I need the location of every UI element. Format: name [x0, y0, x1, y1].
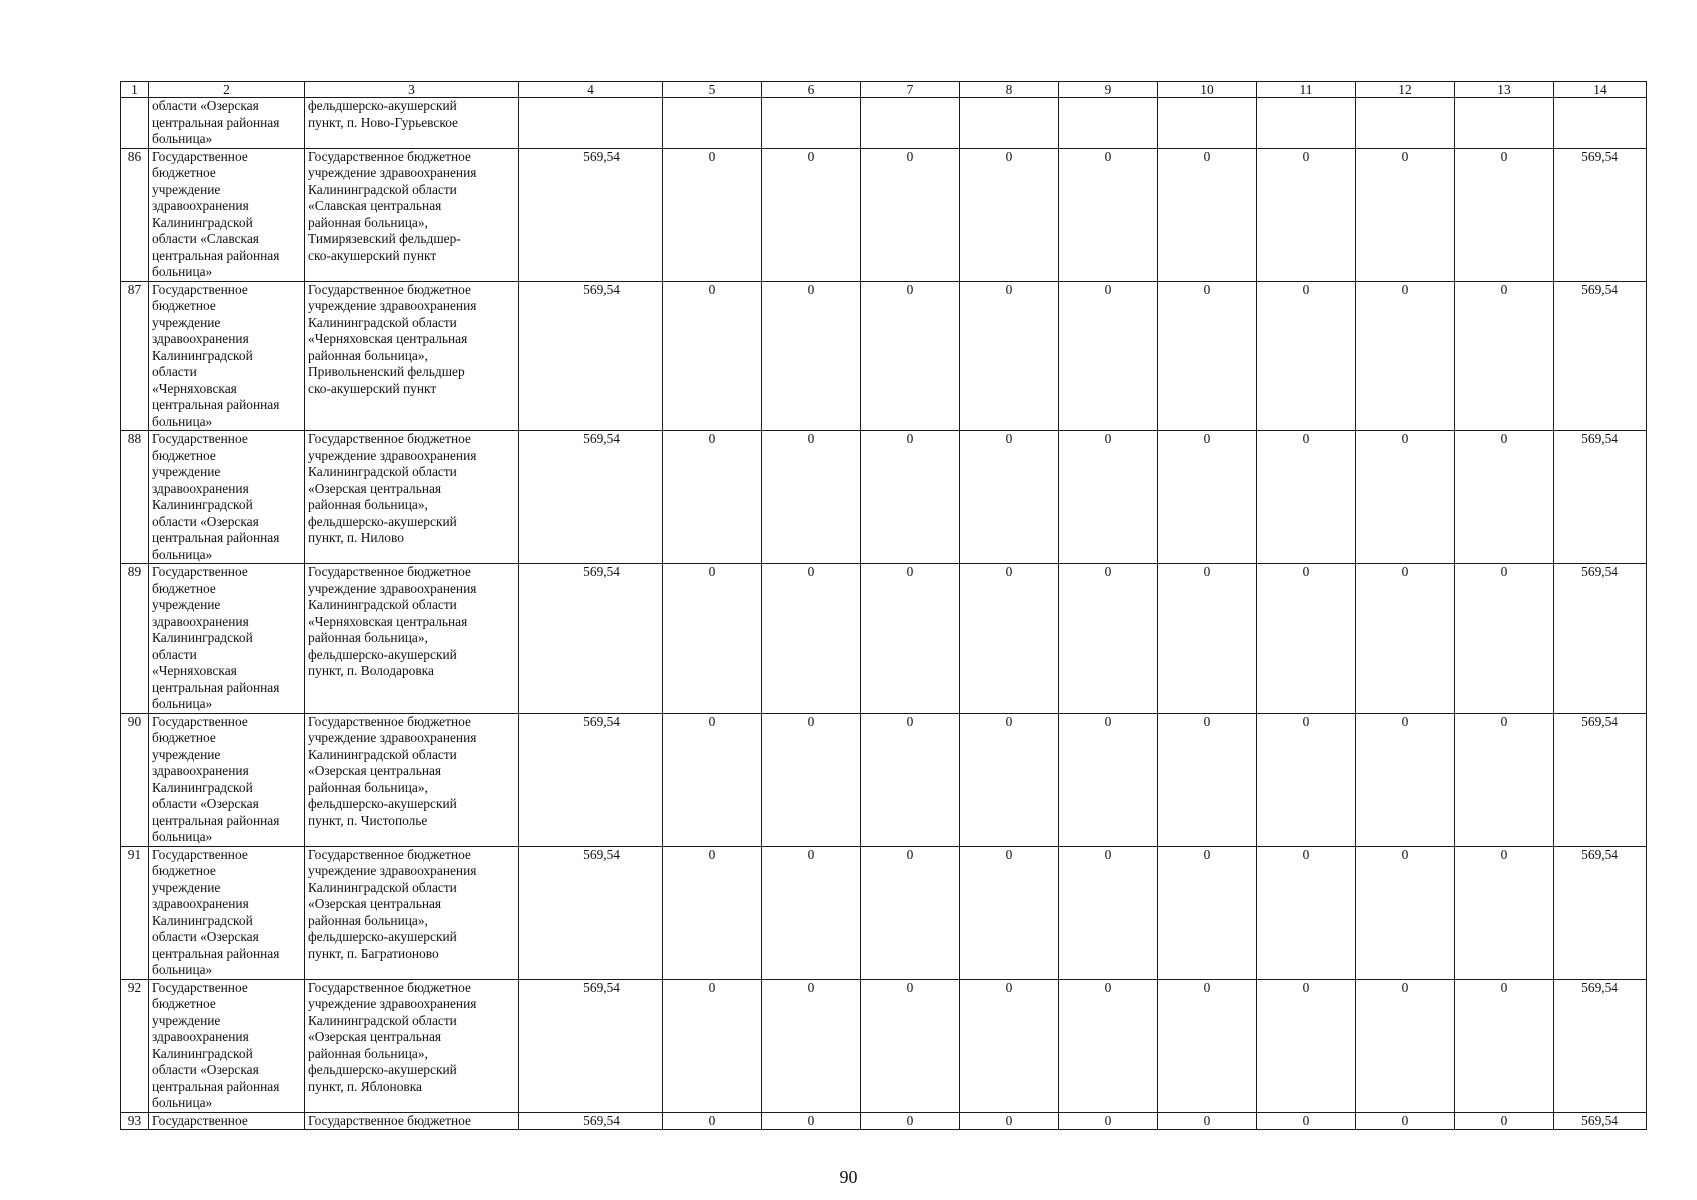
value-cell: 0	[861, 148, 960, 281]
cell-text-line: здравоохранения	[152, 198, 249, 213]
value-cell: 0	[861, 564, 960, 714]
value-cell: 0	[861, 431, 960, 564]
value-cell: 0	[762, 431, 861, 564]
institution-cell	[149, 846, 305, 979]
cell-text-line: Государственное бюджетное	[308, 846, 471, 862]
value-cell	[519, 98, 663, 149]
value-cell: 0	[861, 713, 960, 846]
cell-text-line: больница»	[152, 264, 213, 279]
cell-text-line: Государственное бюджетное	[308, 979, 471, 995]
value-cell: 0	[1455, 713, 1554, 846]
value-cell: 569,54	[519, 846, 663, 979]
cell-text-line: Калининградской области	[308, 597, 457, 612]
value-cell: 0	[1257, 1112, 1356, 1130]
value-cell: 0	[1059, 564, 1158, 714]
value-cell: 0	[762, 846, 861, 979]
table-row	[121, 846, 1647, 979]
facility-cell	[305, 281, 519, 431]
cell-text-line: Калининградской	[152, 912, 253, 928]
value-cell: 0	[960, 431, 1059, 564]
cell-text-line: больница»	[152, 413, 213, 429]
cell-text-line: больница»	[152, 696, 213, 711]
cell-text-line: Государственное бюджетное	[308, 564, 471, 579]
value-cell: 0	[1455, 281, 1554, 431]
table-row	[121, 979, 1647, 1112]
value-cell: 0	[1455, 564, 1554, 714]
cell-text-line: ско-акушерский пункт	[308, 380, 437, 396]
cell-text-line: учреждение здравоохранения	[308, 165, 477, 180]
value-cell: 0	[663, 148, 762, 281]
cell-text-line: учреждение здравоохранения	[308, 996, 477, 1011]
value-cell: 569,54	[519, 564, 663, 714]
value-cell: 0	[1455, 846, 1554, 979]
institution-cell	[149, 564, 305, 714]
header-cell: 10	[1158, 82, 1257, 98]
cell-text-line: фельдшерско-акушерский	[308, 98, 457, 113]
value-cell: 0	[663, 431, 762, 564]
facility-cell	[305, 713, 519, 846]
value-cell: 0	[960, 713, 1059, 846]
table-row	[121, 1112, 1647, 1130]
value-cell: 0	[960, 148, 1059, 281]
cell-text-line: «Озерская центральная	[308, 1029, 442, 1044]
value-cell: 0	[861, 846, 960, 979]
value-cell: 0	[1158, 979, 1257, 1112]
cell-text-line: Калининградской	[152, 497, 253, 512]
cell-text-line: здравоохранения	[152, 331, 249, 346]
cell-text-line: области «Озерская	[152, 796, 259, 811]
value-cell: 569,54	[519, 1112, 663, 1130]
value-cell: 0	[1158, 713, 1257, 846]
value-cell: 0	[1158, 1112, 1257, 1130]
value-cell: 0	[663, 713, 762, 846]
cell-text-line: пункт, п. Багратионово	[308, 945, 439, 961]
cell-text-line: пункт, п. Чистополье	[308, 812, 428, 828]
value-cell	[861, 98, 960, 149]
value-cell: 0	[1158, 431, 1257, 564]
value-cell: 0	[1158, 281, 1257, 431]
cell-text-line: Калининградской	[152, 1045, 253, 1061]
cell-text-line: бюджетное	[152, 580, 216, 596]
cell-text-line: пункт, п. Володаровка	[308, 663, 434, 678]
value-cell: 0	[960, 564, 1059, 714]
cell-text-line: бюджетное	[152, 730, 216, 745]
value-cell: 0	[1059, 846, 1158, 979]
cell-text-line: районная больница»,	[308, 912, 428, 928]
value-cell: 0	[1356, 979, 1455, 1112]
value-cell: 0	[1257, 148, 1356, 281]
value-cell: 0	[762, 979, 861, 1112]
value-cell: 0	[1356, 148, 1455, 281]
cell-text-line: Калининградской области	[308, 314, 457, 330]
value-cell: 0	[1356, 713, 1455, 846]
row-number-cell: 87	[121, 281, 149, 431]
value-cell: 569,54	[519, 281, 663, 431]
value-cell: 0	[1257, 846, 1356, 979]
cell-text-line: области «Славская	[152, 231, 259, 246]
value-cell: 569,54	[1554, 1112, 1647, 1130]
institution-cell	[149, 713, 305, 846]
value-cell: 569,54	[1554, 431, 1647, 564]
row-number-cell: 92	[121, 979, 149, 1112]
header-cell: 7	[861, 82, 960, 98]
facility-cell	[305, 98, 519, 149]
value-cell: 0	[861, 979, 960, 1112]
cell-text-line: учреждение	[152, 181, 221, 197]
institution-cell	[149, 431, 305, 564]
cell-text-line: больница»	[152, 1095, 213, 1110]
value-cell: 0	[1158, 846, 1257, 979]
cell-text-line: центральная районная	[152, 114, 280, 130]
value-cell: 0	[1158, 148, 1257, 281]
institution-cell	[149, 979, 305, 1112]
cell-text-line: «Озерская центральная	[308, 896, 442, 911]
cell-text-line: учреждение здравоохранения	[308, 863, 477, 878]
cell-text-line: районная больница»,	[308, 779, 428, 795]
value-cell: 0	[1059, 713, 1158, 846]
value-cell	[1257, 98, 1356, 149]
cell-text-line: здравоохранения	[152, 1029, 249, 1044]
value-cell: 569,54	[1554, 979, 1647, 1112]
value-cell: 569,54	[1554, 564, 1647, 714]
value-cell	[1158, 98, 1257, 149]
value-cell: 569,54	[519, 148, 663, 281]
value-cell: 0	[960, 846, 1059, 979]
cell-text-line: «Черняховская центральная	[308, 613, 468, 629]
cell-text-line: фельдшерско-акушерский	[308, 646, 457, 662]
cell-text-line: центральная районная	[152, 812, 280, 828]
header-cell: 9	[1059, 82, 1158, 98]
value-cell	[1059, 98, 1158, 149]
cell-text-line: области	[152, 364, 197, 379]
header-cell: 2	[149, 82, 305, 98]
cell-text-line: «Славская центральная	[308, 198, 442, 213]
value-cell: 0	[1257, 564, 1356, 714]
value-cell: 0	[663, 281, 762, 431]
cell-text-line: Государственное бюджетное	[308, 281, 471, 297]
cell-text-line: Калининградской	[152, 630, 253, 645]
cell-text-line: области «Озерская	[152, 513, 259, 529]
value-cell	[1356, 98, 1455, 149]
cell-text-line: здравоохранения	[152, 896, 249, 911]
cell-text-line: Государственное	[152, 713, 248, 729]
cell-text-line: области «Озерская	[152, 1062, 259, 1077]
cell-text-line: Привольненский фельдшер	[308, 364, 465, 379]
value-cell: 0	[1455, 148, 1554, 281]
cell-text-line: здравоохранения	[152, 763, 249, 778]
value-cell: 0	[1455, 1112, 1554, 1130]
table-row	[121, 431, 1647, 564]
value-cell: 0	[1455, 979, 1554, 1112]
cell-text-line: Государственное бюджетное	[308, 148, 471, 164]
cell-text-line: Калининградской области	[308, 1012, 457, 1028]
value-cell: 0	[1257, 281, 1356, 431]
value-cell: 569,54	[1554, 148, 1647, 281]
cell-text-line: Государственное	[152, 281, 248, 297]
header-cell: 11	[1257, 82, 1356, 98]
header-cell: 3	[305, 82, 519, 98]
value-cell: 0	[1059, 148, 1158, 281]
cell-text-line: бюджетное	[152, 298, 216, 313]
table-row	[121, 713, 1647, 846]
cell-text-line: центральная районная	[152, 530, 280, 545]
cell-text-line: Государственное	[152, 979, 248, 995]
header-cell: 4	[519, 82, 663, 98]
value-cell: 0	[1356, 564, 1455, 714]
value-cell: 569,54	[519, 713, 663, 846]
page-number: 90	[839, 1167, 858, 1187]
institution-cell	[149, 148, 305, 281]
cell-text-line: бюджетное	[152, 447, 216, 463]
value-cell	[1554, 98, 1647, 149]
header-cell: 6	[762, 82, 861, 98]
value-cell: 0	[861, 1112, 960, 1130]
cell-text-line: Калининградской области	[308, 464, 457, 479]
cell-text-line: Государственное бюджетное	[308, 1112, 471, 1128]
table-row	[121, 148, 1647, 281]
value-cell: 0	[861, 281, 960, 431]
value-cell: 0	[762, 713, 861, 846]
cell-text-line: учреждение	[152, 1012, 221, 1028]
value-cell: 0	[1257, 431, 1356, 564]
value-cell: 0	[1059, 979, 1158, 1112]
cell-text-line: учреждение здравоохранения	[308, 580, 477, 596]
value-cell: 0	[1059, 1112, 1158, 1130]
header-cell: 12	[1356, 82, 1455, 98]
cell-text-line: больница»	[152, 962, 213, 977]
cell-text-line: районная больница»,	[308, 347, 428, 363]
cell-text-line: больница»	[152, 829, 213, 844]
cell-text-line: Калининградской области	[308, 181, 457, 197]
row-number-cell: 88	[121, 431, 149, 564]
cell-text-line: области «Озерская	[152, 929, 259, 944]
value-cell: 569,54	[1554, 713, 1647, 846]
value-cell: 569,54	[519, 431, 663, 564]
facility-cell	[305, 979, 519, 1112]
cell-text-line: учреждение	[152, 314, 221, 330]
cell-text-line: бюджетное	[152, 165, 216, 180]
cell-text-line: Калининградской области	[308, 746, 457, 762]
cell-text-line: фельдшерско-акушерский	[308, 1062, 457, 1077]
institution-cell	[149, 98, 305, 149]
row-number-cell: 91	[121, 846, 149, 979]
cell-text-line: Государственное бюджетное	[308, 431, 471, 446]
cell-text-line: учреждение	[152, 879, 221, 895]
cell-text-line: больница»	[152, 131, 213, 146]
cell-text-line: районная больница»,	[308, 1045, 428, 1061]
cell-text-line: фельдшерско-акушерский	[308, 796, 457, 811]
header-cell: 8	[960, 82, 1059, 98]
value-cell: 0	[1257, 979, 1356, 1112]
cell-text-line: Государственное бюджетное	[308, 713, 471, 729]
cell-text-line: Калининградской области	[308, 879, 457, 895]
cell-text-line: районная больница»,	[308, 630, 428, 645]
cell-text-line: Калининградской	[152, 347, 253, 363]
value-cell: 0	[1356, 281, 1455, 431]
cell-text-line: центральная районная	[152, 247, 280, 263]
value-cell: 569,54	[1554, 281, 1647, 431]
value-cell: 0	[762, 1112, 861, 1130]
value-cell: 0	[1455, 431, 1554, 564]
cell-text-line: Государственное	[152, 431, 248, 446]
cell-text-line: ско-акушерский пункт	[308, 247, 437, 263]
cell-text-line: учреждение здравоохранения	[308, 730, 477, 745]
cell-text-line: «Озерская центральная	[308, 763, 442, 778]
cell-text-line: учреждение здравоохранения	[308, 298, 477, 313]
value-cell: 0	[663, 979, 762, 1112]
value-cell: 0	[960, 979, 1059, 1112]
cell-text-line: учреждение здравоохранения	[308, 447, 477, 463]
value-cell: 0	[1257, 713, 1356, 846]
cell-text-line: больница»	[152, 546, 213, 562]
row-number-cell: 93	[121, 1112, 149, 1130]
cell-text-line: Тимирязевский фельдшер-	[308, 231, 461, 246]
value-cell: 0	[762, 564, 861, 714]
facility-cell	[305, 148, 519, 281]
column-number-row	[121, 82, 1647, 98]
cell-text-line: «Черняховская	[152, 380, 237, 396]
row-number-cell: 86	[121, 148, 149, 281]
header-cell: 14	[1554, 82, 1647, 98]
cell-text-line: Калининградской	[152, 779, 253, 795]
value-cell: 0	[1356, 1112, 1455, 1130]
cell-text-line: пункт, п. Ново-Гурьевское	[308, 114, 458, 130]
header-cell: 5	[663, 82, 762, 98]
value-cell	[960, 98, 1059, 149]
cell-text-line: фельдшерско-акушерский	[308, 929, 457, 944]
value-cell	[663, 98, 762, 149]
cell-text-line: центральная районная	[152, 397, 280, 412]
header-cell: 13	[1455, 82, 1554, 98]
header-cell: 1	[121, 82, 149, 98]
cell-text-line: «Черняховская центральная	[308, 331, 468, 346]
cell-text-line: здравоохранения	[152, 480, 249, 496]
cell-text-line: области	[152, 646, 197, 662]
row-number-cell: 89	[121, 564, 149, 714]
row-number-cell: 90	[121, 713, 149, 846]
value-cell: 569,54	[1554, 846, 1647, 979]
cell-text-line: центральная районная	[152, 679, 280, 695]
cell-text-line: Государственное	[152, 846, 248, 862]
value-cell: 0	[1356, 431, 1455, 564]
institution-cell	[149, 281, 305, 431]
cell-text-line: «Черняховская	[152, 663, 237, 678]
value-cell: 0	[762, 281, 861, 431]
table-row	[121, 564, 1647, 714]
value-cell: 0	[762, 148, 861, 281]
value-cell: 0	[1356, 846, 1455, 979]
cell-text-line: Калининградской	[152, 214, 253, 230]
value-cell: 0	[663, 564, 762, 714]
value-cell: 0	[1059, 431, 1158, 564]
facility-cell	[305, 564, 519, 714]
table-body	[121, 82, 1647, 1130]
cell-text-line: «Озерская центральная	[308, 480, 442, 496]
value-cell: 0	[960, 1112, 1059, 1130]
value-cell: 0	[1158, 564, 1257, 714]
facility-cell	[305, 431, 519, 564]
table-row	[121, 98, 1647, 149]
value-cell: 569,54	[519, 979, 663, 1112]
value-cell: 0	[1059, 281, 1158, 431]
cell-text-line: районная больница»,	[308, 214, 428, 230]
value-cell	[762, 98, 861, 149]
value-cell	[1455, 98, 1554, 149]
cell-text-line: центральная районная	[152, 945, 280, 961]
cell-text-line: фельдшерско-акушерский	[308, 513, 457, 529]
cell-text-line: здравоохранения	[152, 613, 249, 629]
document-table	[120, 81, 1647, 1130]
institution-cell	[149, 1112, 305, 1130]
cell-text-line: учреждение	[152, 597, 221, 612]
table-row	[121, 281, 1647, 431]
cell-text-line: пункт, п. Нилово	[308, 530, 404, 545]
cell-text-line: центральная районная	[152, 1078, 280, 1094]
cell-text-line: бюджетное	[152, 863, 216, 878]
cell-text-line: области «Озерская	[152, 98, 259, 113]
cell-text-line: учреждение	[152, 746, 221, 762]
facility-cell	[305, 846, 519, 979]
cell-text-line: Государственное	[152, 148, 248, 164]
value-cell: 0	[663, 1112, 762, 1130]
cell-text-line: Государственное	[152, 1112, 248, 1128]
facility-cell	[305, 1112, 519, 1130]
value-cell: 0	[663, 846, 762, 979]
row-number-cell	[121, 98, 149, 149]
cell-text-line: районная больница»,	[308, 497, 428, 512]
cell-text-line: бюджетное	[152, 996, 216, 1011]
cell-text-line: Государственное	[152, 564, 248, 579]
cell-text-line: пункт, п. Яблоновка	[308, 1078, 422, 1094]
value-cell: 0	[960, 281, 1059, 431]
cell-text-line: учреждение	[152, 464, 221, 479]
